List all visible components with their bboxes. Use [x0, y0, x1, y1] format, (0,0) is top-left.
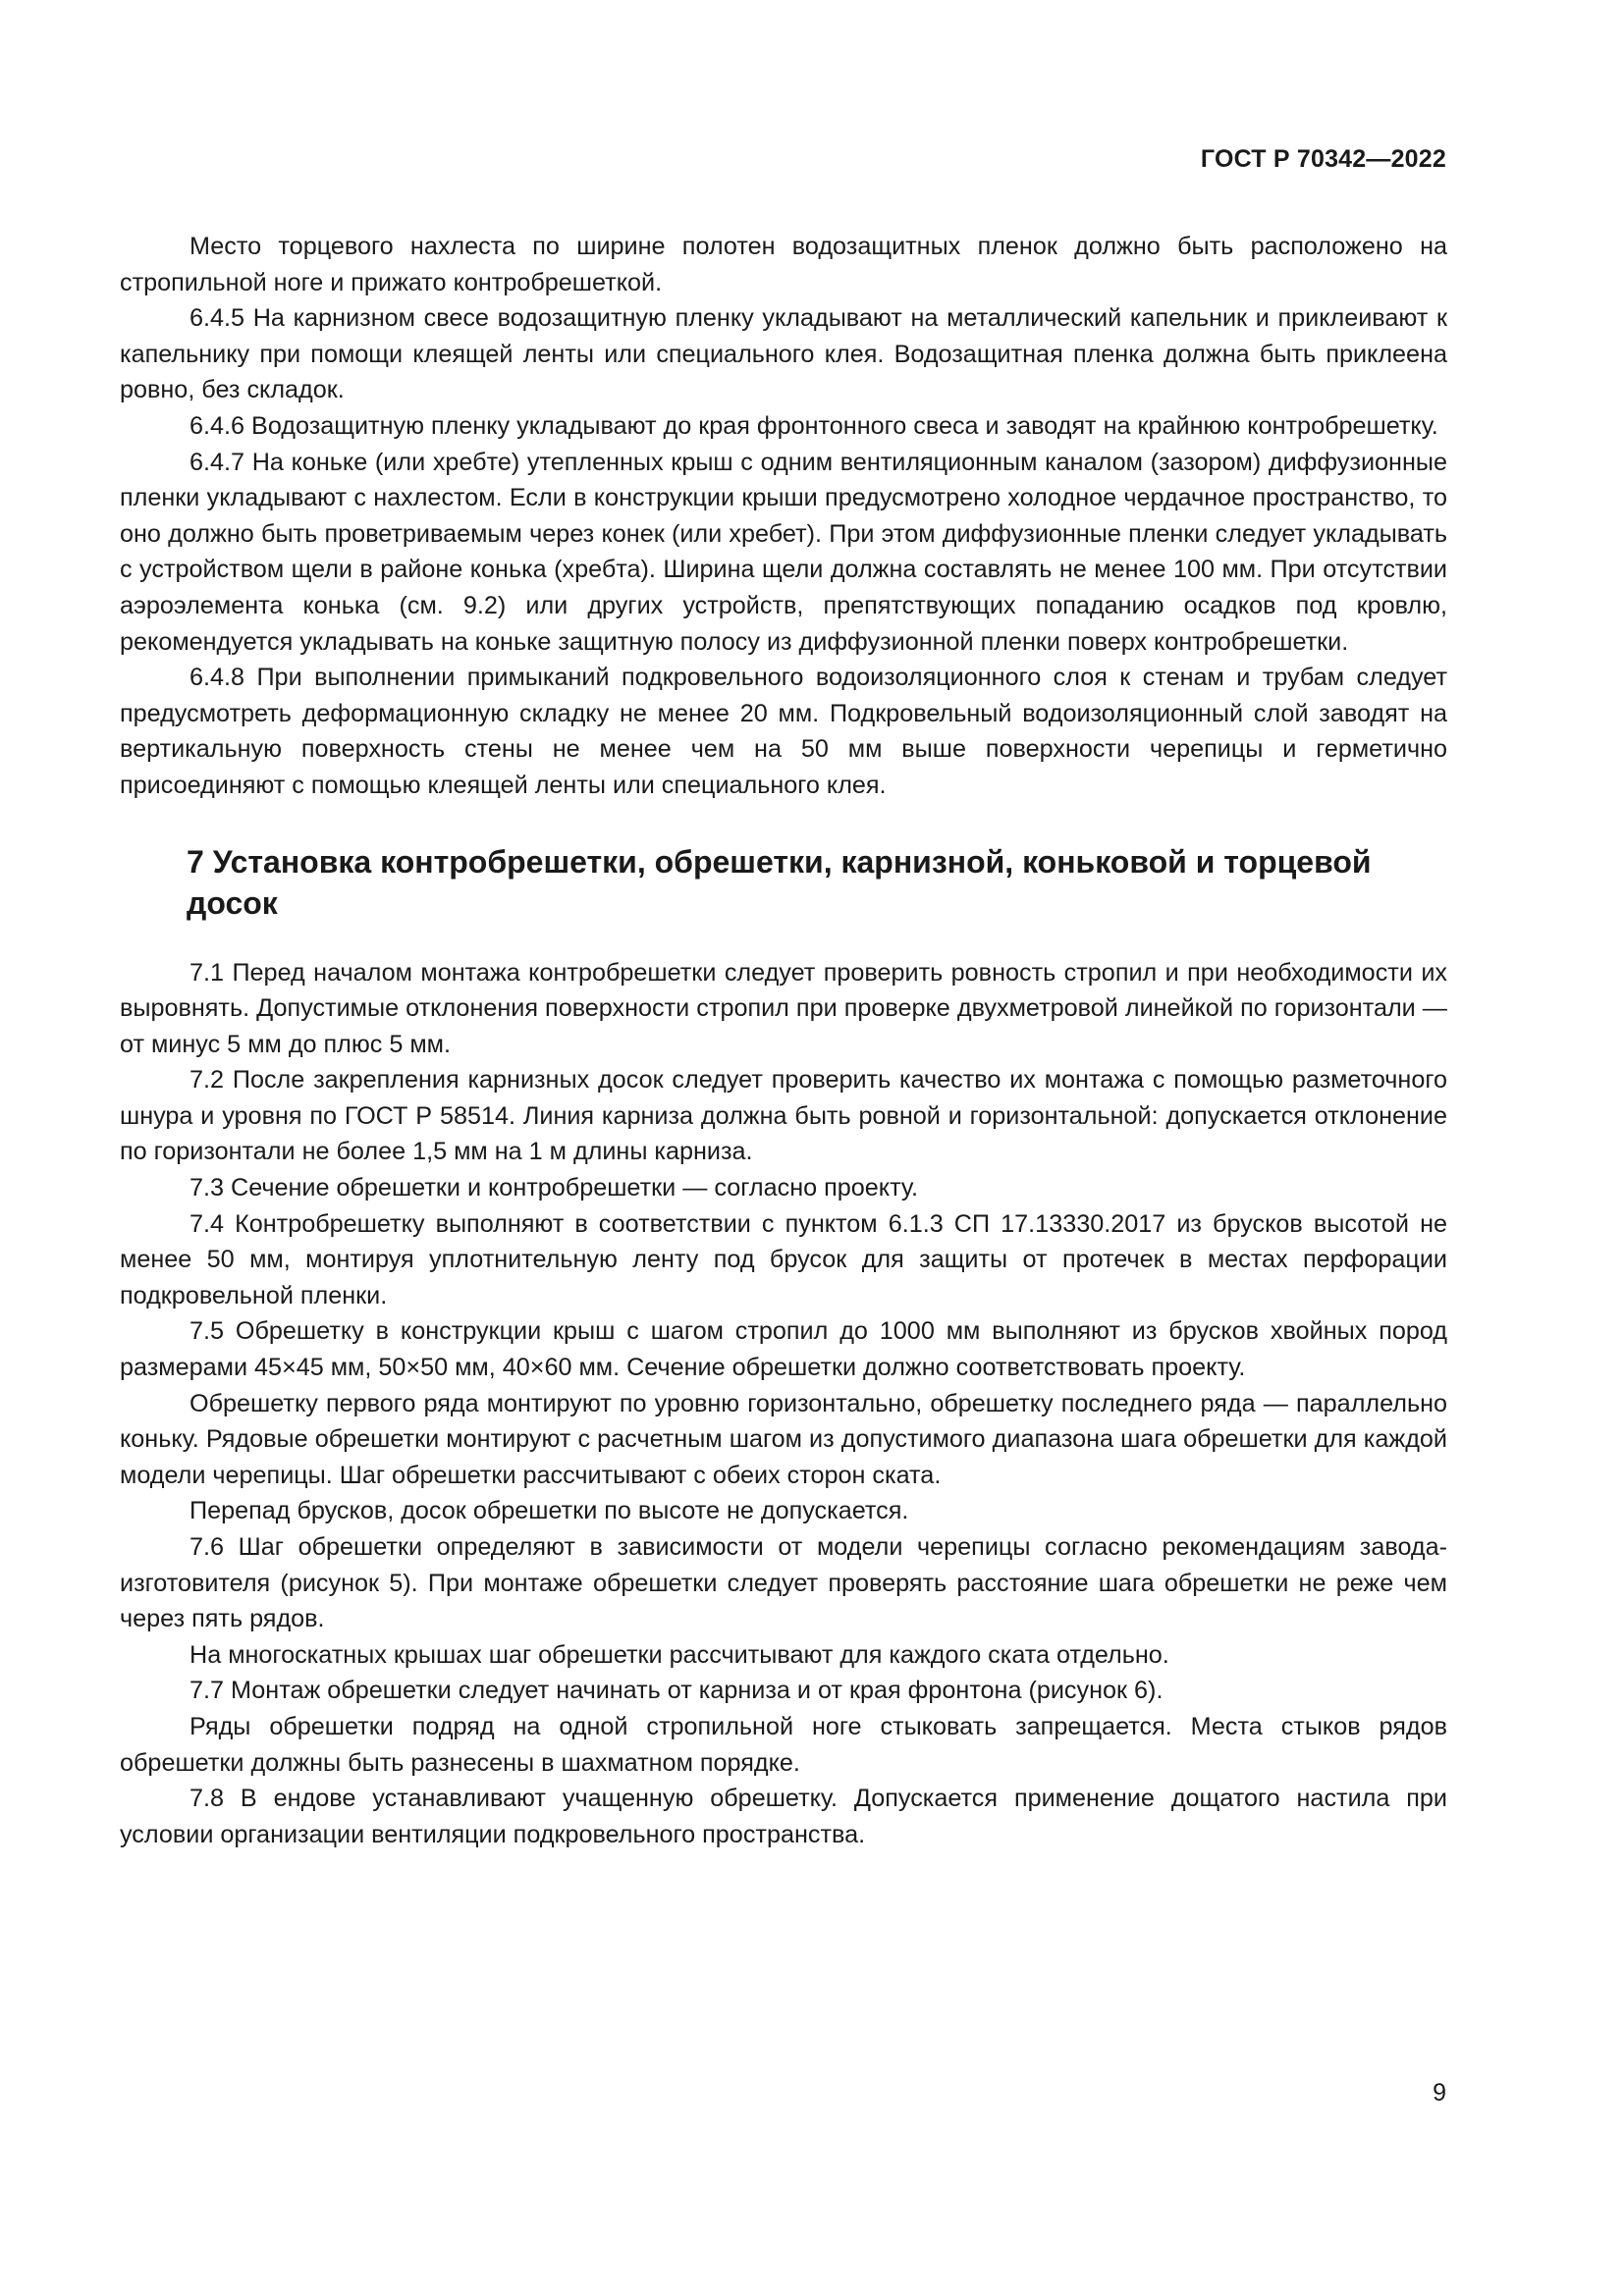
paragraph-7-5-first-row: Обрешетку первого ряда монтируют по уровню горизонтально, обрешетку последнего ряда — параллельно коньку. Рядовые обрешетки монтируют с расчетным шагом из допустимого диапазона шага обрешетки для каждой модели черепицы. Шаг обрешетки рассчитывают с обеих сторон ската. — [120, 1389, 1447, 1489]
paragraph: Место торцевого нахлеста по ширине полотен водозащитных пленок должно быть расположено на стропильной ноге и прижато контробрешеткой. — [120, 233, 1447, 296]
paragraph-7-5-height-difference: Перепад брусков, досок обрешетки по высоте не допускается. — [189, 1497, 909, 1525]
paragraph-7-8: 7.8 В ендове устанавливают учащенную обрешетку. Допускается применение дощатого настила при условии организации вентиляции подкровельного пространства. — [120, 1785, 1447, 1848]
section-7-title: 7 Установка контробрешетки, обрешетки, карнизной, коньковой и торцевой досок — [187, 843, 1372, 921]
paragraph-6-4-8: 6.4.8 При выполнении примыканий подкровельного водоизоляционного слоя к стенам и трубам следует предусмотреть деформационную складку не менее 20 мм. Подкровельный водоизоляционный слой заводят на вертикальную поверхность стены не менее чем на 50 мм выше поверхности черепицы и герметично присоединяют с помощью клеящей ленты или специального клея. — [120, 664, 1447, 799]
paragraph-7-5: 7.5 Обрешетку в конструкции крыш с шагом стропил до 1000 мм выполняют из брусков хвойных пород размерами 45×45 мм, 50×50 мм, 40×60 мм. Сечение обрешетки должно соответствовать проекту. — [120, 1317, 1447, 1382]
paragraph-7-3: 7.3 Сечение обрешетки и контробрешетки — согласно проекту. — [189, 1174, 918, 1202]
paragraph-6-4-7: 6.4.7 На коньке (или хребте) утепленных крыш с одним вентиляционным каналом (зазором) диффузионные пленки укладывают с нахлестом. Если в конструкции крыши предусмотрено холодное чердачное пространство, то оно должно быть проветриваемым через конек (или хребет). При этом диффузионные пленки следует укладывать с устройством щели в районе конька (хребта). Ширина щели должна составлять не менее 100 мм. При отсутствии аэроэлемента конька (см. 9.2) или других устройств, препятствующих попаданию осадков под кровлю, рекомендуется укладывать на коньке защитную полосу из диффузионной пленки поверх контробрешетки. — [120, 448, 1447, 656]
paragraph-7-7: 7.7 Монтаж обрешетки следует начинать от карниза и от края фронтона (рисунок 6). — [189, 1677, 1164, 1705]
page-content — [120, 229, 1447, 1852]
paragraph-7-4: 7.4 Контробрешетку выполняют в соответствии с пунктом 6.1.3 СП 17.13330.2017 из брусков высотой не менее 50 мм, монтируя уплотнительную ленту под брусок для защиты от протечек в местах перфорации подкровельной пленки. — [120, 1209, 1447, 1309]
paragraph-7-6-multi-slope: На многоскатных крышах шаг обрешетки рассчитывают для каждого ската отдельно. — [189, 1640, 1169, 1669]
page-number: 9 — [1433, 2079, 1446, 2107]
paragraph-7-2: 7.2 После закрепления карнизных досок следует проверить качество их монтажа с помощью разметочного шнура и уровня по ГОСТ Р 58514. Линия карниза должна быть ровной и горизонтальной: допускается отклонение по горизонтали не более 1,5 мм на 1 м длины карниза. — [120, 1066, 1447, 1166]
paragraph-6-4-6: 6.4.6 Водозащитную пленку укладывают до края фронтонного свеса и заводят на крайнюю контробрешетку. — [189, 411, 1438, 440]
paragraph-6-4-5: 6.4.5 На карнизном свесе водозащитную пленку укладывают на металлический капельник и приклеивают к капельнику при помощи клеящей ленты или специального клея. Водозащитная пленка должна быть приклеена ровно, без складок. — [120, 304, 1447, 404]
standard-header: ГОСТ Р 70342—2022 — [1200, 145, 1446, 173]
paragraph-7-7-joints: Ряды обрешетки подряд на одной стропильной ноге стыковать запрещается. Места стыков рядов обрешетки должны быть разнесены в шахматном порядке. — [120, 1712, 1447, 1777]
paragraph-7-6: 7.6 Шаг обрешетки определяют в зависимости от модели черепицы согласно рекомендациям завода-изготовителя (рисунок 5). При монтаже обрешетки следует проверять расстояние шага обрешетки не реже чем через пять рядов. — [120, 1533, 1447, 1633]
paragraph-7-1: 7.1 Перед началом монтажа контробрешетки следует проверить ровность стропил и при необходимости их выровнять. Допустимые отклонения поверхности стропил при проверке двухметровой линейкой по горизонтали — от минус 5 мм до плюс 5 мм. — [120, 958, 1447, 1058]
